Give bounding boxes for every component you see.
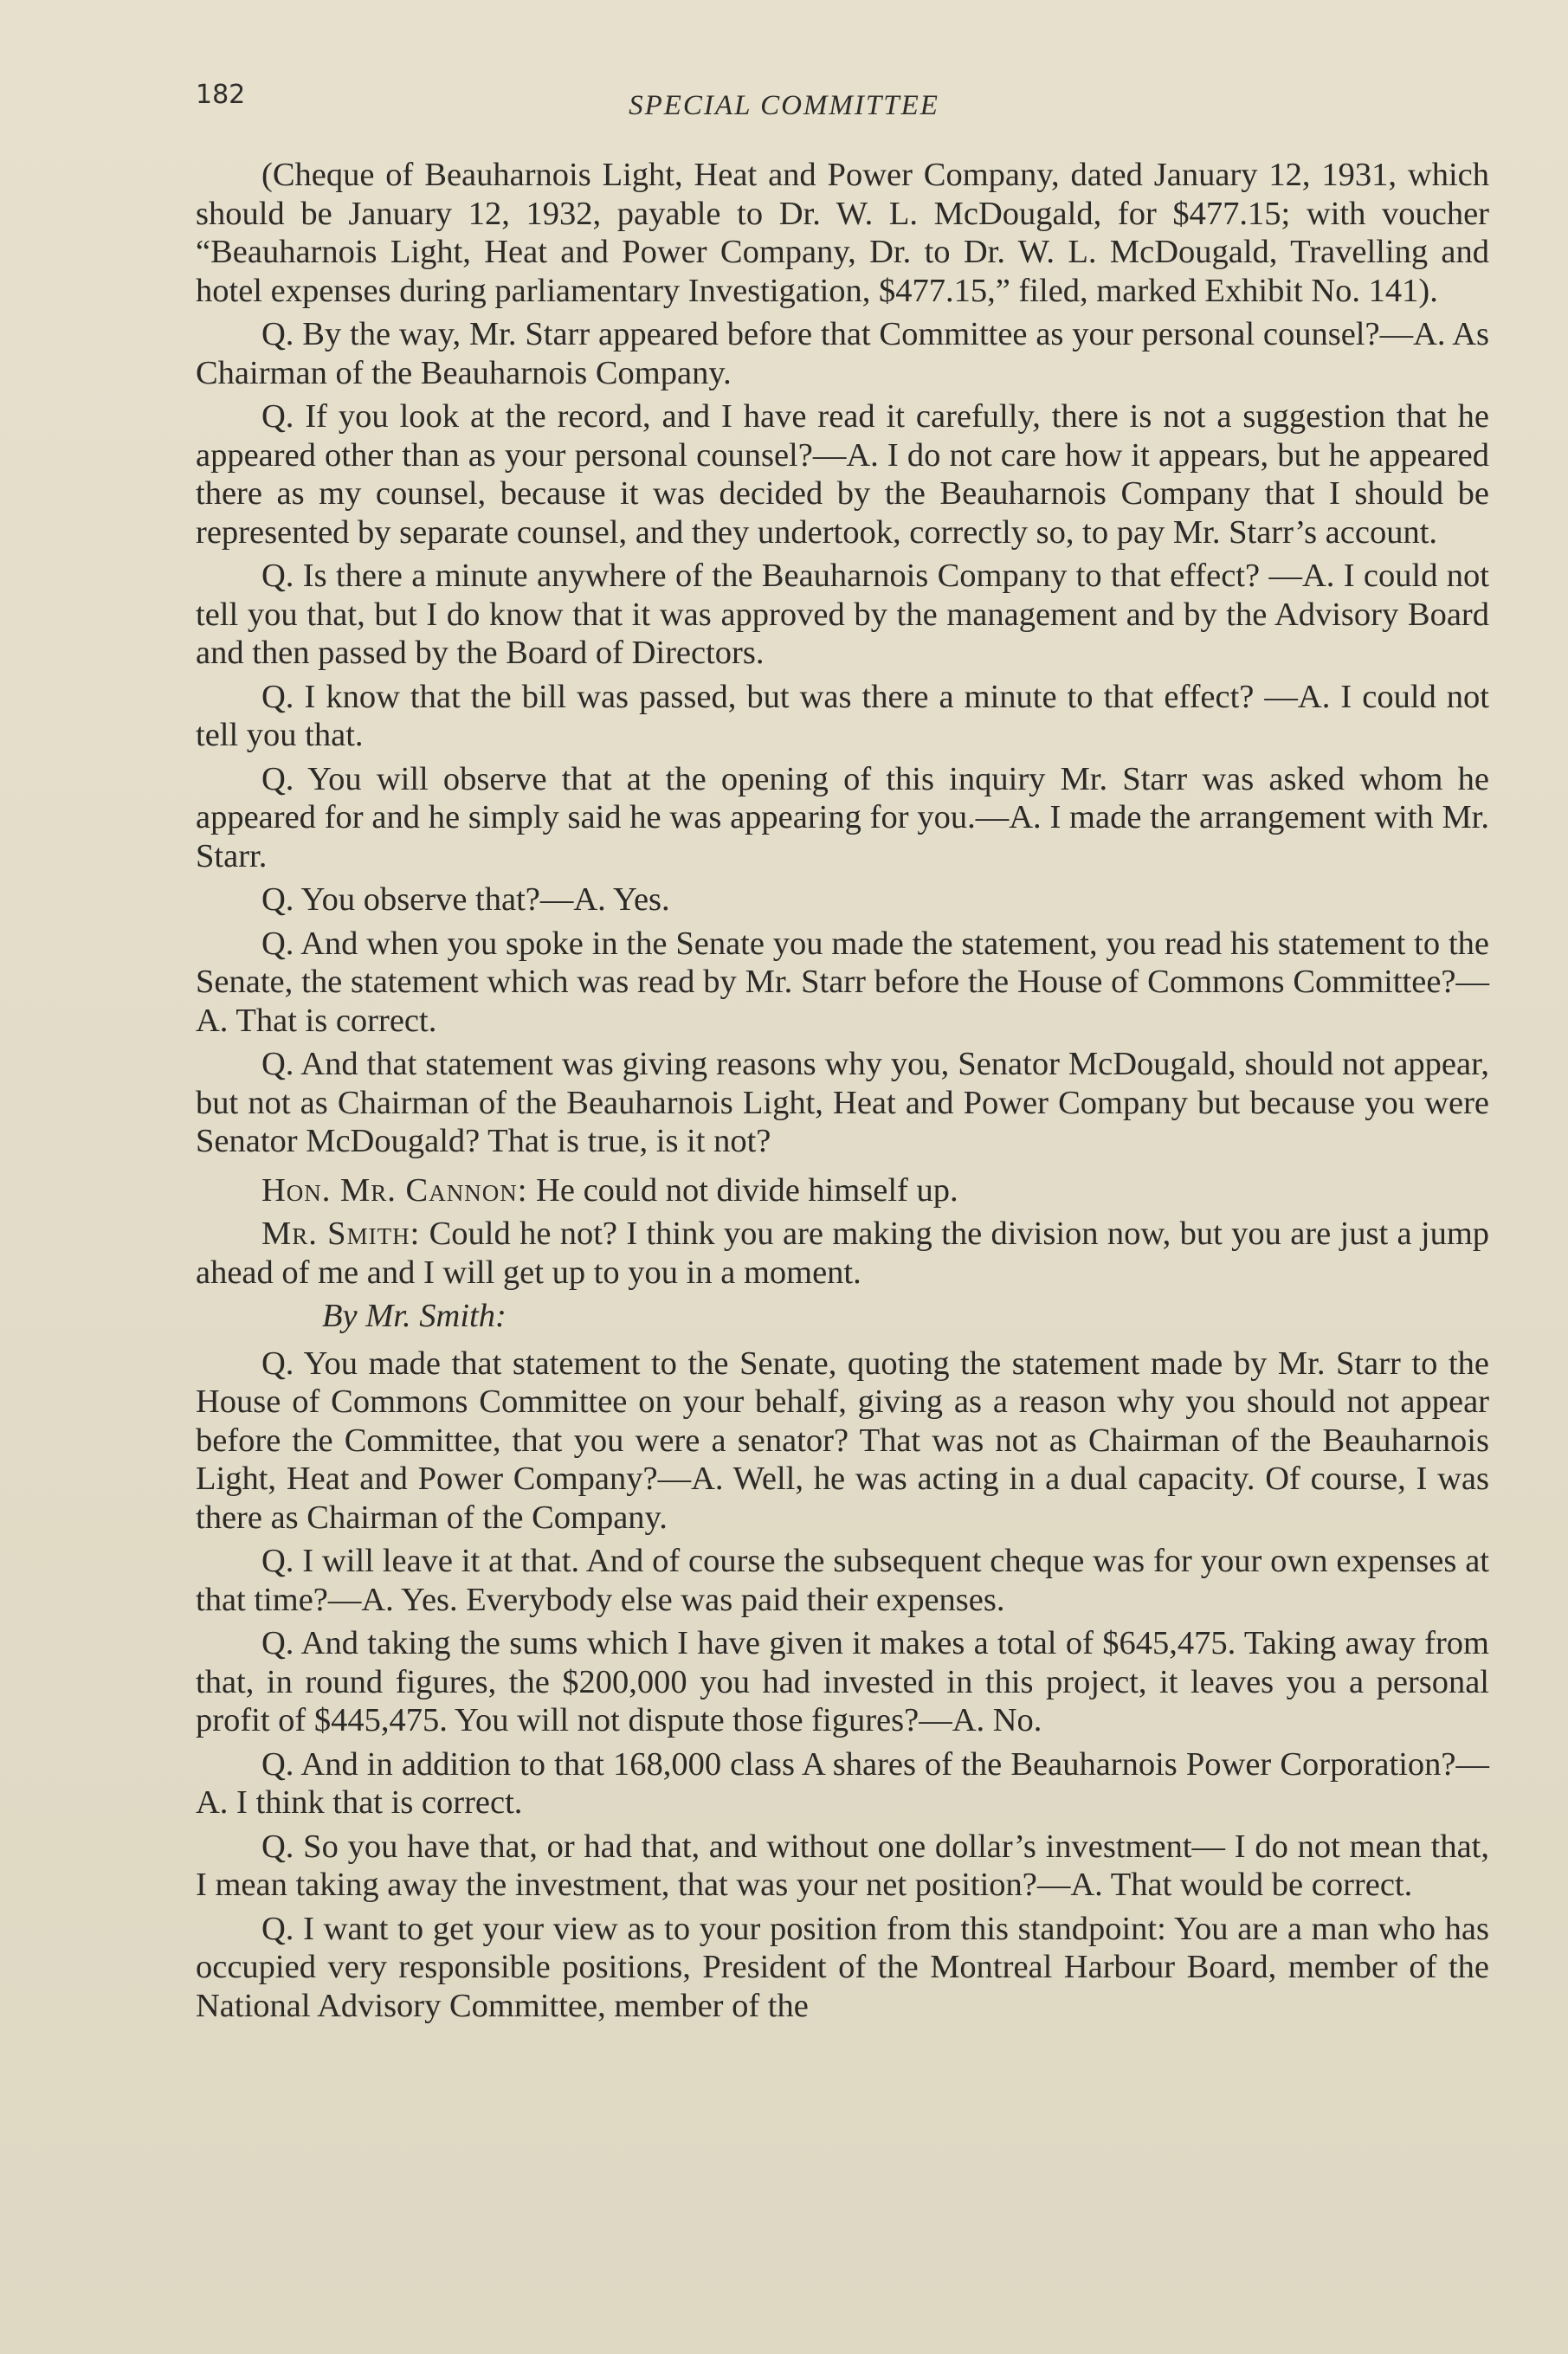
page-number: 182 <box>196 80 246 110</box>
speech-text: Could he not? I think you are making the division now, but you are just a jump ahead of me and I will get up to you in a moment. <box>196 1216 1490 1291</box>
speaker-name: Mr. Smith: <box>261 1216 421 1252</box>
examiner-byline: By Mr. Smith: <box>322 1298 507 1334</box>
paragraph-qa: Q. And when you spoke in the Senate you made the statement, you read his statement to the Senate, the statement which was read by Mr. Starr before the House of Commons Committee?—A. That is correct. <box>196 925 1489 1039</box>
paragraph-qa: Q. I know that the bill was passed, but was there a minute to that effect? —A. I could not tell you that. <box>196 678 1489 753</box>
paragraph-qa: Q. If you look at the record, and I have read it carefully, there is not a suggestion that he appeared other than as your personal counsel?—A. I do not care how it appears, but he appeared there as my counsel, because it was decided by the Beauharnois Company that I should be represented by separate counsel, and they undertook, correctly so, to pay Mr. Starr’s account. <box>196 398 1489 551</box>
paragraph-qa: Q. You observe that?—A. Yes. <box>261 881 670 918</box>
speaker-name: Hon. Mr. Cannon: <box>261 1171 528 1209</box>
running-title: SPECIAL COMMITTEE <box>629 90 939 121</box>
paragraph-qa: Q. Is there a minute anywhere of the Beauharnois Company to that effect? —A. I could not tell you that, but I do know that it was approved by the management and by the Advisory Board and then passed by the Board of Directors. <box>196 558 1489 671</box>
paragraph-qa: Q. And that statement was giving reasons why you, Senator McDougald, should not appear, but not as Chairman of the Beauharnois Light, Heat and Power Company but because you were Senator McDougald? That is true, is it not? <box>196 1046 1489 1159</box>
speech-cannon <box>196 1171 1489 1210</box>
paragraph-qa: Q. You will observe that at the opening of this inquiry Mr. Starr was asked whom he appeared for and he simply said he was appearing for you.—A. I made the arrangement with Mr. Starr. <box>196 760 1489 874</box>
paragraph-qa: Q. You made that statement to the Senate, quoting the statement made by Mr. Starr to the House of Commons Committee on your behalf, giving as a reason why you should not appear before the Committee, that you were a senator? That was not as Chairman of the Beauharnois Light, Heat and Power Company?—A. Well, he was acting in a dual capacity. Of course, I was there as Chairman of the Company. <box>196 1345 1489 1536</box>
paragraph-qa: Q. So you have that, or had that, and without one dollar’s investment— I do not mean that, I mean taking away the investment, that was your net position?—A. That would be correct. <box>196 1828 1489 1903</box>
paragraph-qa: Q. And taking the sums which I have given it makes a total of $645,475. Taking away from that, in round figures, the $200,000 you had invested in this project, it leaves you a personal profit of $445,475. You will not dispute those figures?—A. No. <box>196 1625 1489 1738</box>
paragraph-qa: Q. I will leave it at that. And of course the subsequent cheque was for your own expenses at that time?—A. Yes. Everybody else was paid their expenses. <box>196 1543 1489 1618</box>
paragraph-qa: Q. And in addition to that 168,000 class A shares of the Beauharnois Power Corporation?—A. I think that is correct. <box>196 1745 1489 1821</box>
body-text <box>196 156 1489 2030</box>
paragraph-exhibit-note: (Cheque of Beauharnois Light, Heat and Power Company, dated January 12, 1931, which should be January 12, 1932, payable to Dr. W. L. McDougald, for $477.15; with voucher “Beauharnois Light, Heat and Power Company, Dr. to Dr. W. L. McDougald, Travelling and hotel expenses during parliamentary Investigation, $477.15,” filed, marked Exhibit No. 141). <box>196 157 1489 309</box>
paragraph-qa: Q. By the way, Mr. Starr appeared before that Committee as your personal counsel?—A. As Chairman of the Beauharnois Company. <box>196 316 1489 391</box>
speech-smith <box>196 1215 1489 1292</box>
speech-text: He could not divide himself up. <box>536 1171 958 1209</box>
paragraph-qa: Q. I want to get your view as to your position from this standpoint: You are a man who has occupied very responsible positions, President of the Montreal Harbour Board, member of the National Advisory Committee, member of the <box>196 1910 1489 2024</box>
